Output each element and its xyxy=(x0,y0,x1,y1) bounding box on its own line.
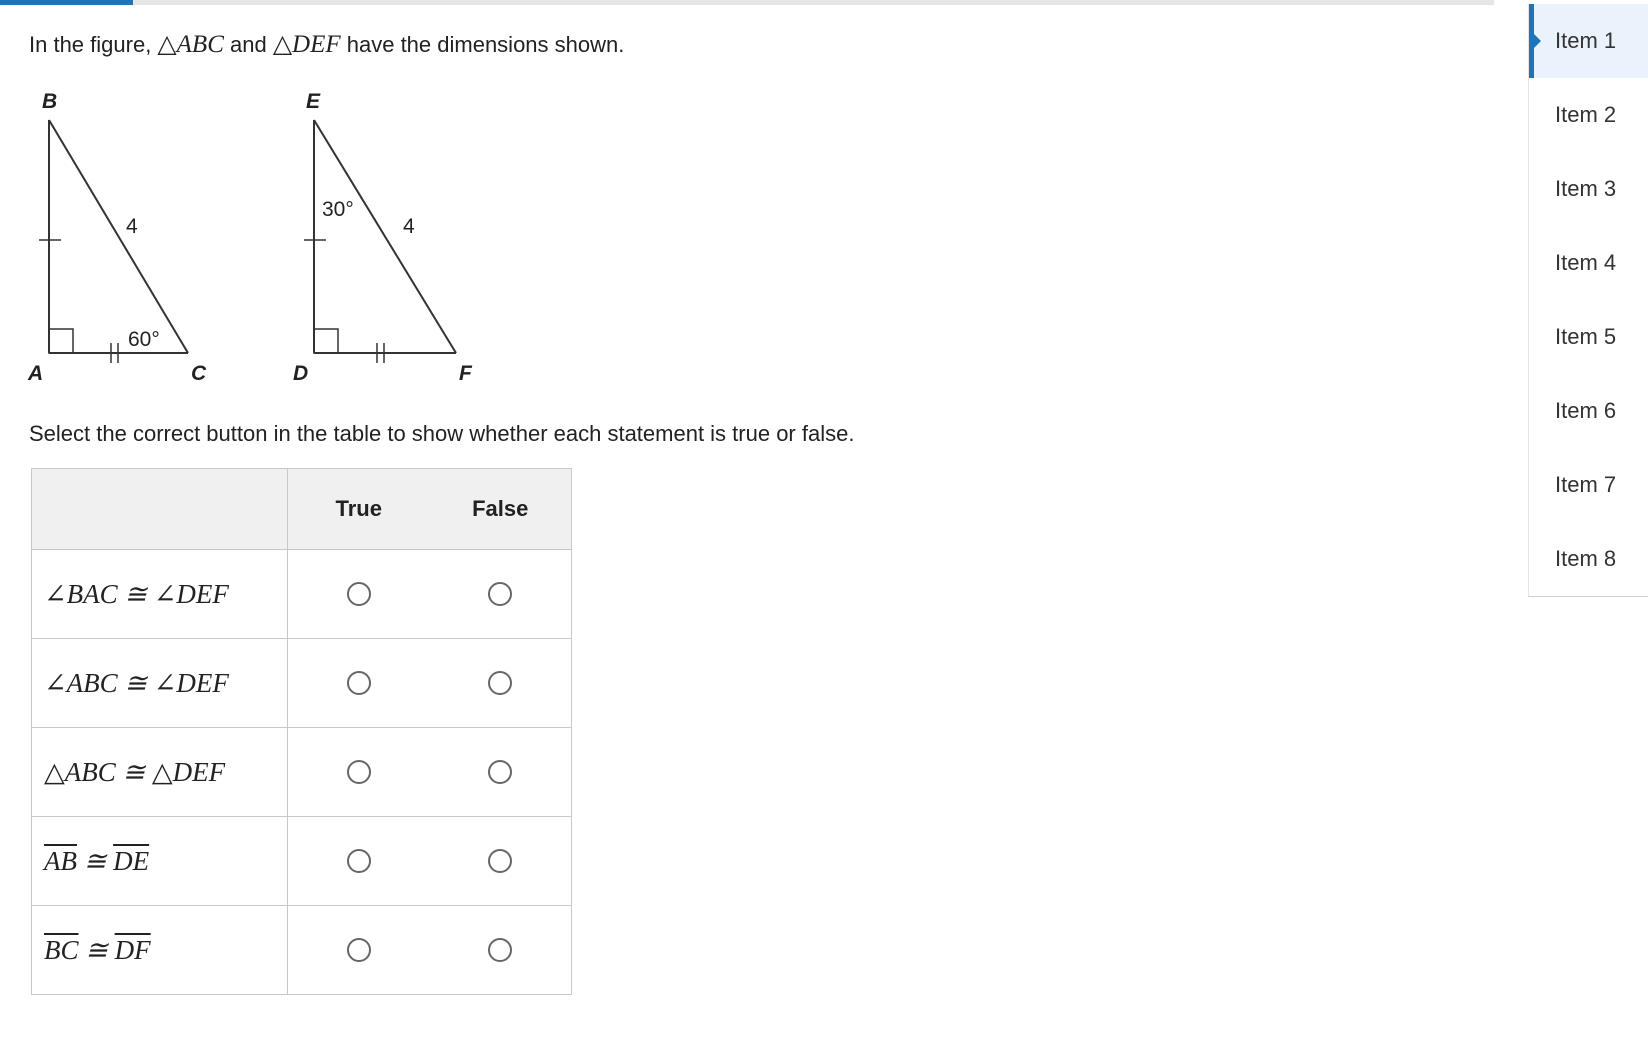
statement-relation: ≅ xyxy=(117,667,154,698)
statement-left: ∠BAC xyxy=(44,578,118,609)
statement-relation: ≅ xyxy=(117,578,154,609)
false-radio[interactable] xyxy=(488,760,512,784)
triangle-abc xyxy=(39,120,188,363)
statement-cell xyxy=(32,639,288,728)
instruction-text: Select the correct button in the table to show whether each statement is true or false. xyxy=(29,421,855,446)
right-angle-mark xyxy=(49,329,73,353)
statement xyxy=(44,579,229,609)
vertex-a-label: A xyxy=(28,362,44,385)
nav-item-label: Item 2 xyxy=(1555,102,1617,127)
statement-right: △DEF xyxy=(151,756,226,787)
statement-left: ∠ABC xyxy=(44,667,118,698)
nav-item-7[interactable] xyxy=(1529,448,1648,522)
nav-item-8[interactable] xyxy=(1529,522,1648,596)
true-false-table xyxy=(31,468,572,995)
angle-label: 60° xyxy=(128,328,160,351)
statement-relation: ≅ xyxy=(78,934,115,965)
true-column-header: True xyxy=(335,496,382,521)
nav-item-label: Item 7 xyxy=(1555,472,1617,497)
caret-right-icon xyxy=(1534,34,1541,48)
false-radio[interactable] xyxy=(488,671,512,695)
triangles-figure xyxy=(0,70,500,400)
true-radio[interactable] xyxy=(347,671,371,695)
nav-item-label: Item 1 xyxy=(1555,28,1617,53)
nav-item-5[interactable] xyxy=(1529,300,1648,374)
statement-left: $\overline{AB}$ xyxy=(44,845,77,876)
side-length-label: 4 xyxy=(403,215,415,238)
right-angle-mark xyxy=(314,329,338,353)
nav-item-label: Item 4 xyxy=(1555,250,1617,275)
triangle-abc-label: △ABC xyxy=(157,31,224,58)
statement xyxy=(44,935,151,965)
answer-cell xyxy=(288,639,572,728)
statement-left: △ABC xyxy=(44,756,116,787)
true-radio[interactable] xyxy=(347,760,371,784)
angle-label: 30° xyxy=(322,198,354,221)
triangle-def xyxy=(304,120,456,363)
question-text xyxy=(29,30,624,60)
statement-right: $\overline{DE}$ xyxy=(113,845,150,876)
item-navigation xyxy=(1528,4,1648,597)
progress-bar xyxy=(0,0,1494,5)
statement-right: ∠DEF xyxy=(153,578,229,609)
vertex-e-label: E xyxy=(306,90,321,113)
question-intro-prefix: In the figure, xyxy=(29,32,158,57)
side-bc xyxy=(49,120,188,353)
statement-cell xyxy=(32,550,288,639)
table-row xyxy=(32,817,572,906)
table-row xyxy=(32,728,572,817)
nav-item-4[interactable] xyxy=(1529,226,1648,300)
nav-item-2[interactable] xyxy=(1529,78,1648,152)
nav-item-label: Item 8 xyxy=(1555,546,1617,571)
statement xyxy=(44,757,225,787)
statement-column-header xyxy=(32,469,288,550)
nav-item-1[interactable] xyxy=(1529,4,1648,78)
nav-item-6[interactable] xyxy=(1529,374,1648,448)
nav-item-label: Item 3 xyxy=(1555,176,1617,201)
progress-bar-fill xyxy=(0,0,133,5)
false-radio[interactable] xyxy=(488,938,512,962)
statement-relation: ≅ xyxy=(77,845,114,876)
statement xyxy=(44,846,149,876)
side-length-label: 4 xyxy=(126,215,138,238)
answer-cell xyxy=(288,817,572,906)
table-row xyxy=(32,639,572,728)
question-intro-and: and xyxy=(223,32,273,57)
false-radio[interactable] xyxy=(488,582,512,606)
vertex-c-label: C xyxy=(191,362,207,385)
table-row xyxy=(32,906,572,995)
statement-right: $\overline{DF}$ xyxy=(114,934,151,965)
question-intro-suffix: have the dimensions shown. xyxy=(340,32,625,57)
table-header-row xyxy=(32,469,572,550)
answer-cell xyxy=(288,728,572,817)
nav-item-3[interactable] xyxy=(1529,152,1648,226)
true-radio[interactable] xyxy=(347,849,371,873)
false-radio[interactable] xyxy=(488,849,512,873)
triangle-def-label: △DEF xyxy=(272,31,341,58)
vertex-d-label: D xyxy=(293,362,309,385)
table-row xyxy=(32,550,572,639)
statement-cell xyxy=(32,817,288,906)
statement-cell xyxy=(32,728,288,817)
statement-left: $\overline{BC}$ xyxy=(44,934,79,965)
vertex-b-label: B xyxy=(42,90,58,113)
statement-cell xyxy=(32,906,288,995)
side-ef xyxy=(314,120,456,353)
answer-cell xyxy=(288,550,572,639)
answer-column-headers xyxy=(288,469,572,550)
nav-item-label: Item 5 xyxy=(1555,324,1617,349)
nav-item-label: Item 6 xyxy=(1555,398,1617,423)
statement-relation: ≅ xyxy=(115,756,152,787)
vertex-f-label: F xyxy=(459,362,472,385)
answer-cell xyxy=(288,906,572,995)
statement-right: ∠DEF xyxy=(153,667,229,698)
true-radio[interactable] xyxy=(347,938,371,962)
true-radio[interactable] xyxy=(347,582,371,606)
false-column-header: False xyxy=(472,496,529,521)
statement xyxy=(44,668,229,698)
